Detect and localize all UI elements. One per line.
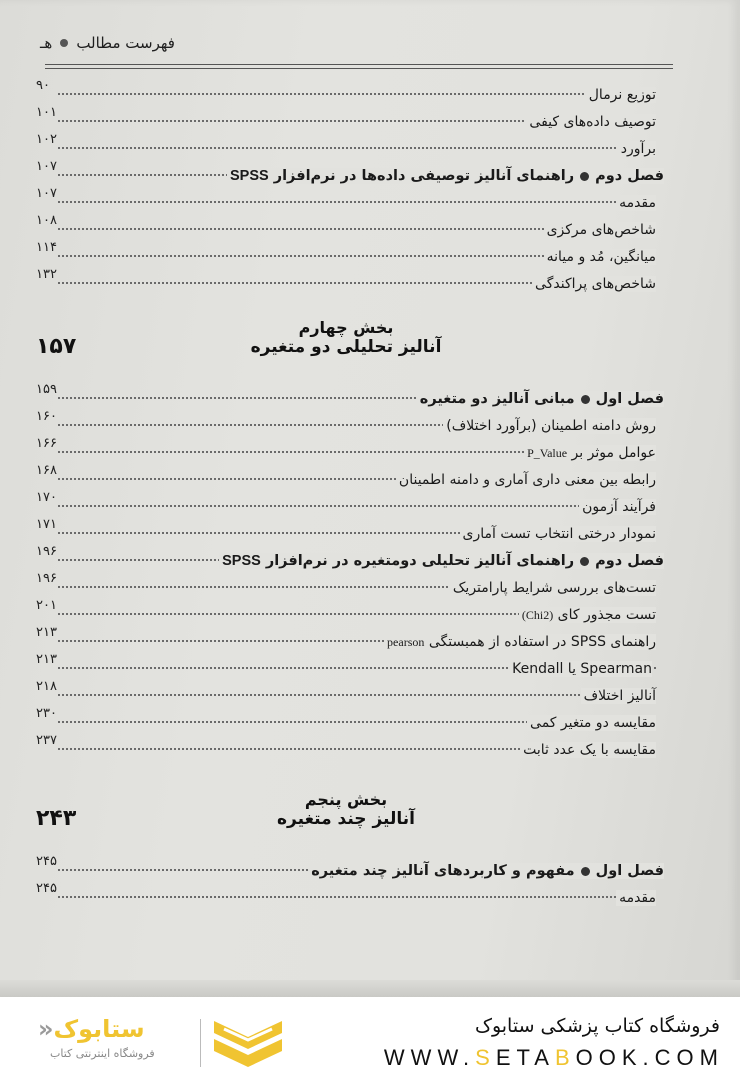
part-title: آنالیز چند متغیره bbox=[277, 809, 415, 829]
dot-leader bbox=[58, 896, 656, 898]
toc-page-number: ۱۰۷ bbox=[36, 159, 57, 174]
toc-entry bbox=[36, 213, 656, 240]
toc-page-number: ۲۳۷ bbox=[36, 733, 57, 748]
toc-title: تست‌های بررسی شرایط پارامتریک bbox=[450, 580, 656, 596]
url-part: WWW. bbox=[383, 1045, 476, 1070]
toc-chapter-title bbox=[219, 553, 664, 569]
toc-entry bbox=[36, 132, 656, 159]
toc-title: برآورد bbox=[618, 141, 656, 157]
bullet-icon bbox=[580, 557, 589, 566]
toc-page-number: ۲۱۳ bbox=[36, 652, 57, 667]
store-name: فروشگاه کتاب پزشکی ستابوک bbox=[474, 1015, 720, 1037]
toc-page-number: ۲۳۰ bbox=[36, 706, 57, 721]
toc-title-latin: pearson bbox=[387, 635, 425, 649]
url-accent-letter: S bbox=[475, 1045, 496, 1070]
part-title: آنالیز تحلیلی دو متغیره bbox=[250, 337, 442, 357]
toc-page-number: ۱۷۱ bbox=[36, 517, 57, 532]
toc-page-number: ۱۰۷ bbox=[36, 186, 57, 201]
logo-text: ستابوک bbox=[53, 1015, 145, 1043]
toc-entry bbox=[36, 78, 656, 105]
url-accent-letter: B bbox=[554, 1045, 576, 1070]
toc-entry bbox=[36, 625, 656, 652]
chapter-title: مبانی آنالیز دو متغیره bbox=[419, 391, 575, 407]
toc-title: شاخص‌های پراکندگی bbox=[532, 276, 656, 292]
toc-title-latin: P_Value bbox=[527, 446, 568, 460]
toc-chapter-entry bbox=[36, 159, 664, 186]
toc-page-number: ۱۶۸ bbox=[36, 463, 57, 478]
toc-title: نمودار درختی انتخاب تست آماری bbox=[460, 526, 656, 542]
bullet-icon bbox=[60, 39, 68, 47]
toc-entry bbox=[36, 409, 656, 436]
toc-title bbox=[519, 607, 656, 623]
toc-chapter-entry bbox=[36, 382, 664, 409]
toc-entry bbox=[36, 679, 656, 706]
toc-title-text: عوامل موثر بر bbox=[571, 445, 656, 461]
toc-entry bbox=[36, 436, 656, 463]
store-url[interactable] bbox=[384, 1045, 724, 1071]
toc-title: روش دامنه اطمینان (برآورد اختلاف) bbox=[443, 418, 656, 434]
part-heading bbox=[36, 314, 656, 374]
toc-chapter-title bbox=[308, 863, 664, 879]
toc-entry bbox=[36, 186, 656, 213]
part-page-number: ۲۴۳ bbox=[36, 806, 77, 831]
toc-page-number: ۲۱۸ bbox=[36, 679, 57, 694]
chapter-title: مفهوم و کاربردهای آنالیز چند متغیره bbox=[311, 863, 575, 879]
toc-title: رابطه بین معنی داری آماری و دامنه اطمینان bbox=[396, 472, 656, 488]
toc-entry bbox=[36, 105, 656, 132]
toc-title: فرآیند آزمون bbox=[579, 499, 656, 515]
store-watermark-banner bbox=[0, 997, 740, 1080]
logo-divider bbox=[200, 1019, 201, 1067]
toc-page-number: ۱۹۶ bbox=[36, 544, 57, 559]
dot-leader bbox=[58, 147, 656, 149]
toc-page-number: ۲۴۵ bbox=[36, 854, 57, 869]
toc-entry bbox=[36, 706, 656, 733]
store-logo-wordmark bbox=[38, 1015, 145, 1043]
toc-title: شاخص‌های مرکزی bbox=[544, 222, 656, 238]
toc-page-number: ۱۰۱ bbox=[36, 105, 57, 120]
toc-page-number: ۱۱۴ bbox=[36, 240, 57, 255]
part-heading bbox=[36, 786, 656, 846]
toc-page-number: ۲۱۳ bbox=[36, 625, 57, 640]
toc-page-number: ۱۷۰ bbox=[36, 490, 57, 505]
chapter-label: فصل دوم bbox=[595, 553, 664, 569]
running-head bbox=[40, 34, 175, 52]
chapter-title: راهنمای آنالیز تحلیلی دومتغیره در نرم‌افزار bbox=[265, 553, 575, 569]
dot-leader bbox=[58, 201, 656, 203]
toc-page-number: ۱۹۶ bbox=[36, 571, 57, 586]
part-label: بخش پنجم bbox=[304, 790, 388, 809]
bullet-icon bbox=[581, 867, 590, 876]
double-chevron-icon: « bbox=[38, 1015, 54, 1043]
chapter-label: فصل اول bbox=[595, 391, 664, 407]
store-logo-tagline: فروشگاه اینترنتی کتاب bbox=[50, 1047, 155, 1060]
part-label: بخش چهارم bbox=[298, 318, 394, 337]
toc-title: مقدمه bbox=[616, 890, 656, 906]
toc-entry bbox=[36, 881, 656, 908]
toc-chapter-title bbox=[227, 168, 664, 184]
url-part: ETA bbox=[495, 1045, 555, 1070]
chapter-label: فصل دوم bbox=[595, 168, 664, 184]
chapter-title-latin: SPSS bbox=[229, 168, 269, 184]
part-page-number: ۱۵۷ bbox=[36, 334, 77, 359]
toc-entry bbox=[36, 652, 656, 679]
toc-page-number: ۱۶۶ bbox=[36, 436, 57, 451]
toc-title-latin: (Chi2) bbox=[521, 608, 554, 622]
toc-page-number: ۱۶۰ bbox=[36, 409, 57, 424]
toc-entry bbox=[36, 490, 656, 517]
toc-title: مقایسه دو متغیر کمی bbox=[527, 715, 656, 731]
toc-title: میانگین، مُد و میانه bbox=[544, 249, 656, 265]
table-of-contents bbox=[36, 78, 664, 908]
toc-title: مقدمه bbox=[616, 195, 656, 211]
url-part: OOK.COM bbox=[575, 1045, 724, 1070]
page-bottom-shadow bbox=[0, 980, 740, 997]
running-head-title: فهرست مطالب bbox=[76, 34, 175, 52]
toc-page-number: ۲۴۵ bbox=[36, 881, 57, 896]
toc-title: مقایسه با یک عدد ثابت bbox=[520, 742, 656, 758]
bullet-icon bbox=[580, 172, 589, 181]
chapter-title: راهنمای آنالیز توصیفی داده‌ها در نرم‌افزار bbox=[273, 168, 575, 184]
toc-title-text: تست مجذور کای bbox=[557, 607, 656, 623]
dot-leader bbox=[58, 505, 656, 507]
chapter-label: فصل اول bbox=[595, 863, 664, 879]
toc-entry bbox=[36, 240, 656, 267]
toc-entry bbox=[36, 598, 656, 625]
bullet-icon bbox=[581, 395, 590, 404]
running-head-page-letter: هـ bbox=[40, 34, 53, 52]
toc-title: توزیع نرمال bbox=[586, 87, 656, 103]
toc-page-number: ۲۰۱ bbox=[36, 598, 57, 613]
toc-page-number: ۱۳۲ bbox=[36, 267, 57, 282]
toc-entry bbox=[36, 267, 656, 294]
toc-entry bbox=[36, 571, 656, 598]
dot-leader bbox=[58, 93, 656, 95]
toc-chapter-entry bbox=[36, 544, 664, 571]
toc-entry bbox=[36, 463, 656, 490]
chapter-title-latin: SPSS bbox=[222, 553, 261, 569]
toc-page-number: ۹۰ bbox=[36, 78, 50, 93]
toc-chapter-title bbox=[417, 391, 664, 407]
dot-leader bbox=[58, 694, 656, 696]
toc-title-text: راهنمای SPSS در استفاده از همبستگی bbox=[428, 634, 656, 650]
toc-title: آنالیز اختلاف bbox=[581, 688, 656, 704]
toc-title: Spearman یا Kendall bbox=[509, 661, 652, 677]
toc-title bbox=[384, 634, 656, 650]
header-double-rule bbox=[45, 64, 673, 69]
toc-title bbox=[524, 445, 656, 461]
chevron-shield-logo-icon bbox=[210, 1015, 286, 1075]
toc-page-number: ۱۵۹ bbox=[36, 382, 57, 397]
toc-title: توصیف داده‌های کیفی bbox=[526, 114, 656, 130]
toc-page-number: ۱۰۸ bbox=[36, 213, 57, 228]
toc-entry bbox=[36, 517, 656, 544]
toc-chapter-entry bbox=[36, 854, 664, 881]
toc-page-number: ۱۰۲ bbox=[36, 132, 57, 147]
toc-entry bbox=[36, 733, 656, 760]
